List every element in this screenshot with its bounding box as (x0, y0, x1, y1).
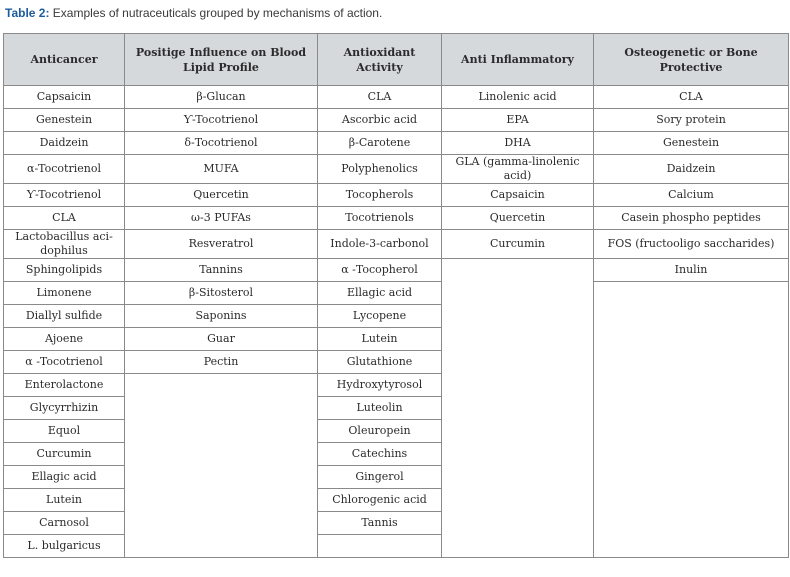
table-cell: Inulin (594, 259, 789, 282)
table-row (4, 132, 789, 155)
table-row (4, 259, 789, 282)
table-cell: Resveratrol (125, 230, 318, 259)
table-cell (125, 420, 318, 443)
table-cell (442, 328, 594, 351)
table-row (4, 282, 789, 305)
table-cell (442, 535, 594, 558)
table-cell: Pectin (125, 351, 318, 374)
table-cell: α -Tocopherol (318, 259, 442, 282)
table-cell (442, 489, 594, 512)
table-cell: Lycopene (318, 305, 442, 328)
table-cell: Sphingolipids (4, 259, 125, 282)
table-cell (594, 420, 789, 443)
table-row (4, 86, 789, 109)
table-cell (442, 443, 594, 466)
table-cell: Quercetin (442, 207, 594, 230)
table-row (4, 109, 789, 132)
table-cell (594, 374, 789, 397)
table-cell (125, 374, 318, 397)
column-header: Anticancer (4, 34, 125, 86)
table-cell (594, 466, 789, 489)
column-header: Osteogenetic or Bone Protective (594, 34, 789, 86)
table-cell: FOS (fructooligo saccharides) (594, 230, 789, 259)
table-cell: β-Carotene (318, 132, 442, 155)
table-cell: Guar (125, 328, 318, 351)
table-cell: Saponins (125, 305, 318, 328)
table-cell: CLA (318, 86, 442, 109)
table-cell (125, 512, 318, 535)
table-cell (318, 535, 442, 558)
table-cell: EPA (442, 109, 594, 132)
table-cell (125, 397, 318, 420)
table-cell (125, 489, 318, 512)
table-cell (442, 466, 594, 489)
table-cell (442, 420, 594, 443)
table-row (4, 535, 789, 558)
table-cell: Glycyrrhizin (4, 397, 125, 420)
table-cell: α-Tocotrienol (4, 155, 125, 184)
table-cell: Limonene (4, 282, 125, 305)
table-cell (442, 351, 594, 374)
table-cell (442, 374, 594, 397)
table-cell: Ascorbic acid (318, 109, 442, 132)
table-cell: Enterolactone (4, 374, 125, 397)
table-cell: Tocopherols (318, 184, 442, 207)
table-cell: β-Glucan (125, 86, 318, 109)
table-cell: GLA (gamma-linolenic acid) (442, 155, 594, 184)
table-cell: Tannins (125, 259, 318, 282)
table-cell: Curcumin (442, 230, 594, 259)
table-cell (442, 397, 594, 420)
table-cell (594, 351, 789, 374)
column-header: Positige Influence on Blood Lipid Profile (125, 34, 318, 86)
table-cell (442, 305, 594, 328)
table-row (4, 184, 789, 207)
table-cell: δ-Tocotrienol (125, 132, 318, 155)
table-cell (594, 282, 789, 305)
table-cell: Lutein (318, 328, 442, 351)
column-header: Anti Inflammatory (442, 34, 594, 86)
table-cell: Daidzein (594, 155, 789, 184)
nutraceuticals-table (3, 33, 789, 558)
table-row (4, 397, 789, 420)
table-cell: Tannis (318, 512, 442, 535)
table-cell: Ajoene (4, 328, 125, 351)
table-row (4, 512, 789, 535)
table-row (4, 443, 789, 466)
table-cell: Quercetin (125, 184, 318, 207)
table-row (4, 305, 789, 328)
table-cell: Calcium (594, 184, 789, 207)
table-cell (442, 259, 594, 282)
table-cell (594, 328, 789, 351)
table-row (4, 230, 789, 259)
table-cell (594, 305, 789, 328)
table-cell: DHA (442, 132, 594, 155)
table-cell: Ellagic acid (318, 282, 442, 305)
table-cell: Tocotrienols (318, 207, 442, 230)
table-cell: Ƴ-Tocotrienol (4, 184, 125, 207)
column-header: Antioxidant Activity (318, 34, 442, 86)
table-row (4, 351, 789, 374)
table-cell: Ellagic acid (4, 466, 125, 489)
table-cell: Luteolin (318, 397, 442, 420)
table-cell: Curcumin (4, 443, 125, 466)
table-cell (442, 282, 594, 305)
table-cell: Capsaicin (442, 184, 594, 207)
table-cell: Oleuropein (318, 420, 442, 443)
table-cell: Carnosol (4, 512, 125, 535)
table-cell: Lactobacillus aci-dophilus (4, 230, 125, 259)
table-row (4, 207, 789, 230)
table-cell: ω-3 PUFAs (125, 207, 318, 230)
table-cell: Glutathione (318, 351, 442, 374)
table-cell: Indole-3-carbonol (318, 230, 442, 259)
table-cell: Gingerol (318, 466, 442, 489)
table-cell: Lutein (4, 489, 125, 512)
table-body (4, 86, 789, 558)
table-row (4, 466, 789, 489)
table-row (4, 155, 789, 184)
table-cell: Polyphenolics (318, 155, 442, 184)
table-cell: Equol (4, 420, 125, 443)
table-cell (125, 535, 318, 558)
table-cell: CLA (594, 86, 789, 109)
table-cell: Diallyl sulfide (4, 305, 125, 328)
table-cell (594, 535, 789, 558)
table-cell: CLA (4, 207, 125, 230)
table-cell: Genestein (4, 109, 125, 132)
table-cell: Casein phospho peptides (594, 207, 789, 230)
table-row (4, 328, 789, 351)
header-row (4, 34, 789, 86)
table-cell: Linolenic acid (442, 86, 594, 109)
table-cell (594, 489, 789, 512)
table-cell (125, 443, 318, 466)
table-cell: Daidzein (4, 132, 125, 155)
table-cell: Catechins (318, 443, 442, 466)
table-caption (5, 6, 382, 20)
table-cell: α -Tocotrienol (4, 351, 125, 374)
table-cell: Genestein (594, 132, 789, 155)
table-cell: Sory protein (594, 109, 789, 132)
table-cell: MUFA (125, 155, 318, 184)
table-cell (594, 443, 789, 466)
table-cell: L. bulgaricus (4, 535, 125, 558)
table-cell: Capsaicin (4, 86, 125, 109)
table-cell: Chlorogenic acid (318, 489, 442, 512)
caption-text: Examples of nutraceuticals grouped by mechanisms of action. (49, 6, 383, 20)
table-cell (125, 466, 318, 489)
table-cell (442, 512, 594, 535)
table-cell: β-Sitosterol (125, 282, 318, 305)
table-cell (594, 397, 789, 420)
caption-label: Table 2: (5, 6, 50, 20)
table-cell (594, 512, 789, 535)
table-cell: Hydroxytyrosol (318, 374, 442, 397)
table-row (4, 374, 789, 397)
table-cell: Ƴ-Tocotrienol (125, 109, 318, 132)
table-row (4, 489, 789, 512)
table-row (4, 420, 789, 443)
